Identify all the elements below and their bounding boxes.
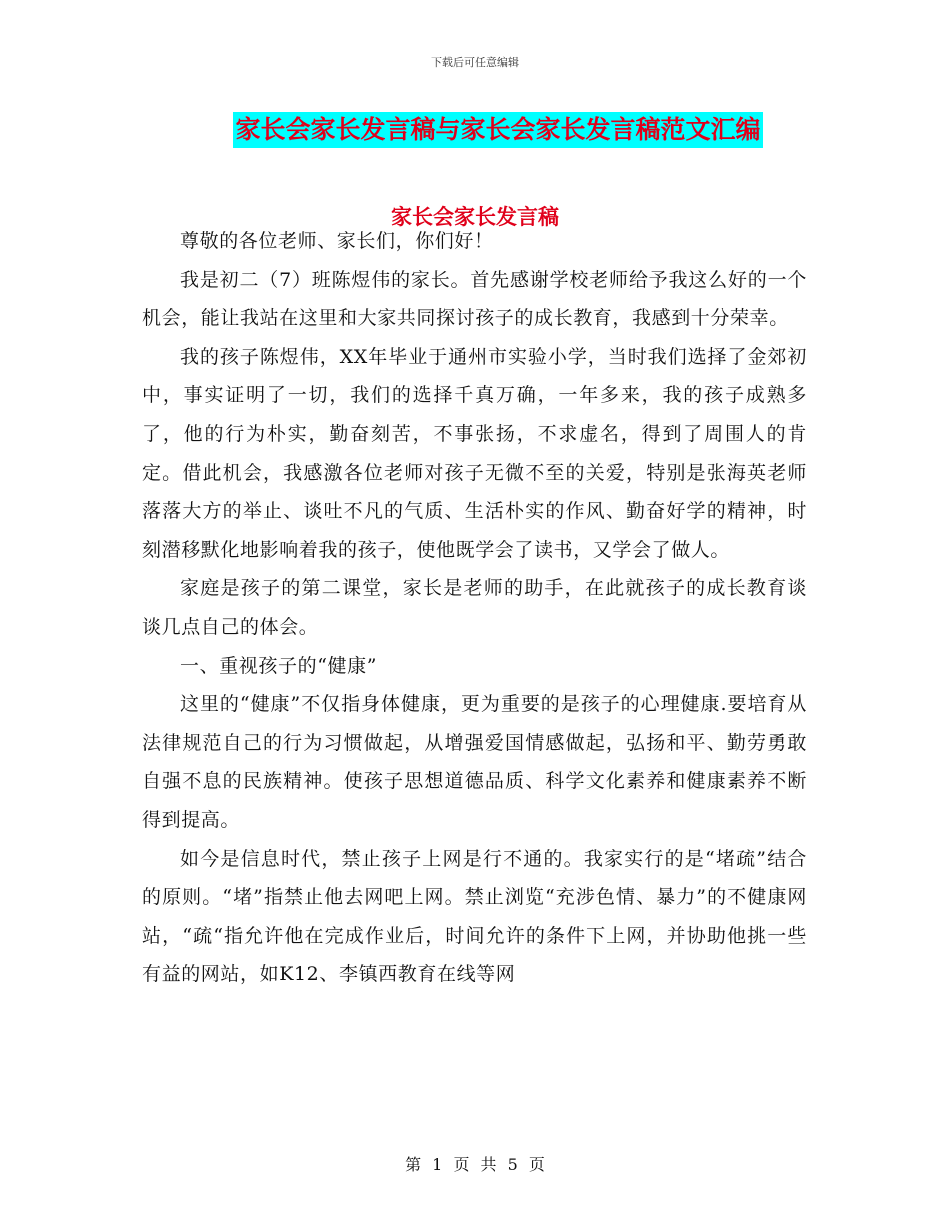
paragraph-internet: 如今是信息时代，禁止孩子上网是行不通的。我家实行的是“堵疏”结合的原则。“堵”指禁止他去网吧上网。禁止浏览“充涉色情、暴力”的不健康网站，“疏“指允许他在完成作业后，时间允许的条件下上网，并协助他挑一些有益的网站，如K12、李镇西教育在线等网: [142, 847, 807, 986]
paragraph-health: 这里的“健康”不仅指身体健康，更为重要的是孩子的心理健康.要培育从法律规范自己的行为习惯做起，从增强爱国情感做起，弘扬和平、勤劳勇敢自强不息的民族精神。使孩子思想道德品质、科学文化素养和健康素养不断得到提高。: [142, 693, 807, 831]
document-body: [142, 222, 807, 994]
paragraph-heading-health: 一、重视孩子的“健康”: [180, 654, 378, 677]
header-note: 下载后可任意编辑: [431, 56, 519, 69]
main-title-container: [0, 112, 950, 148]
paragraph-child: 我的孩子陈煜伟，XX年毕业于通州市实验小学，当时我们选择了金郊初中，事实证明了一切，我们的选择千真万确，一年多来，我的孩子成熟多了，他的行为朴实，勤奋刻苦，不事张扬，不求虚名，得到了周围人的肯定。借此机会，我感激各位老师对孩子无微不至的关爱，特别是张海英老师落落大方的举止、谈吐不凡的气质、生活朴实的作风、勤奋好学的精神，时刻潜移默化地影响着我的孩子，使他既学会了读书，又学会了做人。: [142, 345, 807, 561]
paragraph-intro: 我是初二（7）班陈煜伟的家长。首先感谢学校老师给予我这么好的一个机会，能让我站在这里和大家共同探讨孩子的成长教育，我感到十分荣幸。: [142, 268, 807, 330]
main-title: 家长会家长发言稿与家长会家长发言稿范文汇编: [233, 112, 762, 148]
paragraph-family: 家庭是孩子的第二课堂，家长是老师的助手，在此就孩子的成长教育谈谈几点自己的体会。: [142, 577, 807, 638]
paragraph-greeting: 尊敬的各位老师、家长们，你们好！: [180, 230, 494, 252]
section-title: 家长会家长发言稿: [391, 204, 559, 229]
page-footer: 第 1 页 共 5 页: [405, 1155, 545, 1174]
